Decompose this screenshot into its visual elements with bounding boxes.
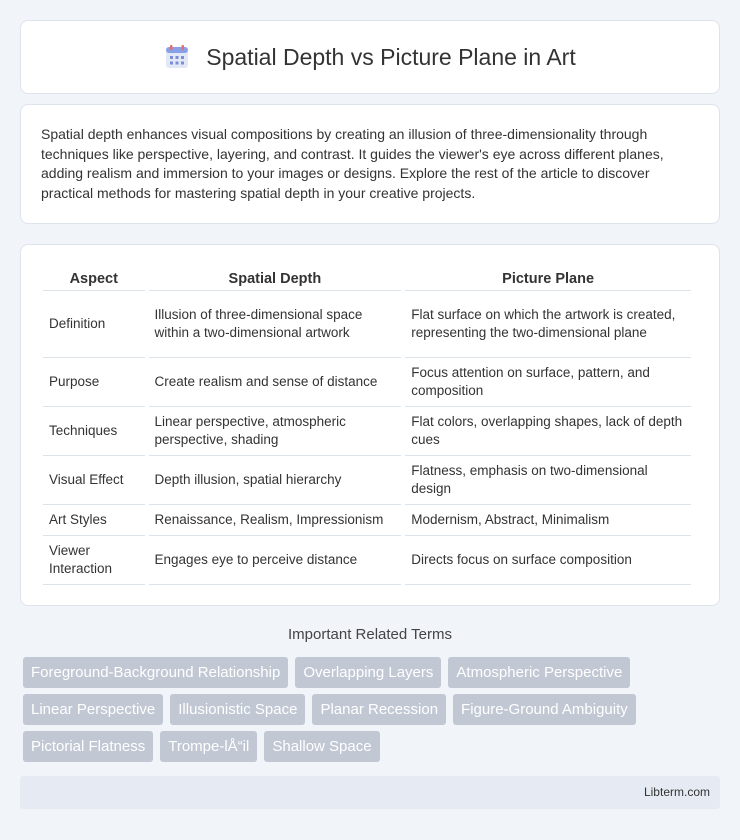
- cell-spatial-depth: Depth illusion, spatial hierarchy: [149, 456, 402, 505]
- cell-picture-plane: Flatness, emphasis on two-dimensional design: [405, 456, 691, 505]
- table-row: [43, 291, 691, 358]
- table-row: [43, 456, 691, 505]
- tag-linear-perspective[interactable]: Linear Perspective: [23, 694, 163, 725]
- cell-spatial-depth: Renaissance, Realism, Impressionism: [149, 505, 402, 536]
- header-card: [20, 20, 720, 94]
- footer-site-link[interactable]: Libterm.com: [643, 785, 710, 799]
- tag-foreground-background-relationship[interactable]: Foreground-Background Relationship: [23, 657, 288, 688]
- tag-shallow-space[interactable]: Shallow Space: [264, 731, 379, 762]
- tag-trompe-loeil[interactable]: Trompe-lÅ“il: [160, 731, 257, 762]
- tag-row: [23, 694, 723, 725]
- cell-aspect: Visual Effect: [43, 456, 145, 505]
- comparison-table: [39, 267, 695, 585]
- related-terms-tags: [23, 657, 723, 768]
- cell-spatial-depth: Illusion of three-dimensional space within a two-dimensional artwork: [149, 291, 402, 358]
- cell-aspect: Viewer Interaction: [43, 536, 145, 585]
- tag-atmospheric-perspective[interactable]: Atmospheric Perspective: [448, 657, 630, 688]
- cell-aspect: Techniques: [43, 407, 145, 456]
- page-title: Spatial Depth vs Picture Plane in Art: [206, 43, 576, 70]
- header-picture-plane: Picture Plane: [405, 267, 691, 291]
- table-row: [43, 505, 691, 536]
- table-row: [43, 358, 691, 407]
- cell-spatial-depth: Linear perspective, atmospheric perspective, shading: [149, 407, 402, 456]
- related-terms-title: Important Related Terms: [288, 626, 452, 643]
- cell-aspect: Purpose: [43, 358, 145, 407]
- tag-row: [23, 731, 723, 762]
- cell-spatial-depth: Create realism and sense of distance: [149, 358, 402, 407]
- title-wrap: [164, 44, 575, 71]
- header-spatial-depth: Spatial Depth: [149, 267, 402, 291]
- cell-picture-plane: Directs focus on surface composition: [405, 536, 691, 585]
- calendar-grid-icon: [164, 44, 190, 70]
- comparison-table-card: [20, 244, 720, 606]
- header-aspect: Aspect: [43, 267, 145, 291]
- tag-overlapping-layers[interactable]: Overlapping Layers: [295, 657, 441, 688]
- cell-spatial-depth: Engages eye to perceive distance: [149, 536, 402, 585]
- intro-text: Spatial depth enhances visual compositions by creating an illusion of three-dimensionality through techniques like perspective, layering, and contrast. It guides the viewer's eye across different planes, adding realism and immersion to your images or designs. Explore the rest of the article to discover practical methods for mastering spatial depth in your creative projects.: [41, 126, 664, 201]
- table-header-row: [43, 267, 691, 291]
- cell-aspect: Art Styles: [43, 505, 145, 536]
- table-row: [43, 407, 691, 456]
- tag-pictorial-flatness[interactable]: Pictorial Flatness: [23, 731, 153, 762]
- tag-planar-recession[interactable]: Planar Recession: [312, 694, 446, 725]
- table-row: [43, 536, 691, 585]
- intro-card: [20, 104, 720, 224]
- cell-aspect: Definition: [43, 291, 145, 358]
- cell-picture-plane: Modernism, Abstract, Minimalism: [405, 505, 691, 536]
- tag-row: [23, 657, 723, 688]
- footer: [20, 776, 720, 809]
- tag-figure-ground-ambiguity[interactable]: Figure-Ground Ambiguity: [453, 694, 636, 725]
- cell-picture-plane: Flat surface on which the artwork is created, representing the two-dimensional plane: [405, 291, 691, 358]
- tag-illusionistic-space[interactable]: Illusionistic Space: [170, 694, 305, 725]
- cell-picture-plane: Focus attention on surface, pattern, and composition: [405, 358, 691, 407]
- cell-picture-plane: Flat colors, overlapping shapes, lack of depth cues: [405, 407, 691, 456]
